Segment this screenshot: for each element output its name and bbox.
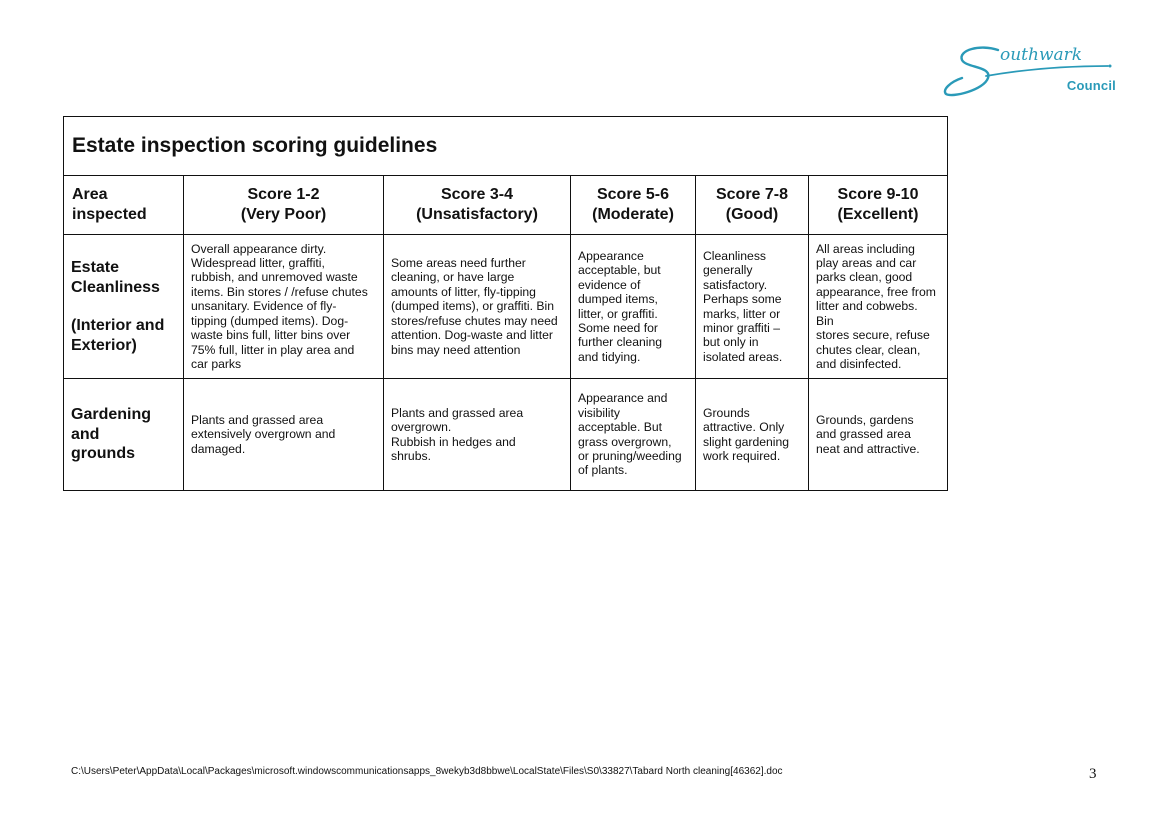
cell-line: unsanitary. Evidence of fly- (191, 299, 337, 314)
row-label-line: (Interior and (71, 317, 165, 334)
header-score-1-2 (184, 176, 384, 235)
score-range: Score 3-4 (440, 186, 514, 203)
header-score-9-10 (809, 176, 948, 235)
cell-line: attractive. Only (703, 420, 785, 435)
page-number: 3 (1089, 766, 1097, 782)
score-label: (Unsatisfactory) (416, 206, 538, 223)
scoring-guidelines-table (63, 116, 948, 491)
cell-cleanliness-score-1-2 (184, 235, 384, 379)
cell-line: (dumped items), or graffiti. Bin (391, 299, 555, 314)
cell-line: acceptable, but (578, 263, 661, 278)
row-label-line: Gardening (71, 406, 152, 424)
row-label-line: Exterior) (71, 336, 137, 354)
cell-line: visibility (578, 405, 620, 420)
cell-line: All areas including (816, 241, 915, 256)
header-area-inspected (64, 176, 184, 235)
cell-line: Bin (816, 313, 834, 328)
header-area-line: inspected (72, 206, 147, 223)
cell-line: cleaning, or have large (391, 270, 515, 285)
cell-line: appearance, free from (816, 284, 936, 299)
cell-line: bins may need attention (391, 342, 521, 357)
header-area-line: Area (72, 186, 108, 203)
cell-line: Grounds, gardens (816, 412, 914, 427)
cell-line: Some need for (578, 320, 658, 335)
cell-line: play areas and car (816, 256, 917, 271)
score-label: (Excellent) (837, 206, 919, 223)
cell-line: neat and attractive. (816, 441, 920, 456)
cell-line: Rubbish in hedges and (391, 434, 516, 449)
cell-line: parks clean, good (816, 270, 913, 285)
cell-line: overgrown. (391, 420, 452, 435)
cell-line: satisfactory. (703, 277, 768, 292)
cell-line: car parks (191, 356, 242, 371)
cell-line: shrubs. (391, 448, 431, 463)
score-label: (Good) (725, 206, 779, 223)
cell-line: marks, litter or (703, 306, 781, 321)
southwark-script-logo-icon (940, 36, 1120, 108)
cell-line: stores/refuse chutes may need (391, 313, 558, 328)
cell-line: and disinfected. (816, 356, 902, 371)
cell-gardening-score-5-6 (571, 379, 696, 491)
score-range: Score 9-10 (837, 186, 919, 203)
table-title-row (64, 117, 948, 176)
row-label-line: Cleanliness (71, 278, 160, 296)
cell-line: litter, or graffiti. (578, 306, 658, 321)
cell-cleanliness-score-3-4 (384, 235, 571, 379)
score-label: (Moderate) (592, 206, 674, 223)
row-label-line: and (71, 425, 100, 443)
score-range: Score 7-8 (715, 186, 789, 203)
cell-gardening-score-3-4 (384, 379, 571, 491)
cell-line: extensively overgrown and (191, 427, 336, 442)
cell-line: chutes clear, clean, (816, 342, 921, 357)
row-label-estate-cleanliness (64, 235, 184, 379)
cell-line: rubbish, and unremoved waste (191, 270, 358, 285)
cell-cleanliness-score-7-8 (696, 235, 809, 379)
row-label-gardening-grounds (64, 379, 184, 491)
header-score-5-6 (571, 176, 696, 235)
cell-line: Some areas need further (391, 256, 526, 271)
cell-line: and tidying. (578, 349, 641, 364)
cell-line: Plants and grassed area (191, 412, 324, 427)
cell-line: Cleanliness (703, 248, 767, 263)
header-score-7-8 (696, 176, 809, 235)
cell-line: further cleaning (578, 335, 663, 350)
header-score-3-4 (384, 176, 571, 235)
table-row-gardening-grounds (64, 379, 948, 491)
cell-line: Plants and grassed area (391, 405, 524, 420)
row-label-line: Estate (71, 259, 120, 276)
table-row-estate-cleanliness (64, 235, 948, 379)
cell-line: attention. Dog-waste and litter (391, 328, 553, 343)
cell-cleanliness-score-5-6 (571, 235, 696, 379)
cell-line: dumped items, (578, 292, 658, 307)
score-label: (Very Poor) (240, 206, 327, 223)
cell-line: generally (703, 263, 753, 278)
cell-line: isolated areas. (703, 349, 783, 364)
cell-gardening-score-7-8 (696, 379, 809, 491)
footer-file-path: C:\Users\Peter\AppData\Local\Packages\microsoft.windowscommunicationsapps_8wekyb3d8bbwe\LocalState\Files\S0\33827\Tabard North cleaning[46362].doc (71, 766, 783, 777)
cell-line: Overall appearance dirty. (191, 241, 327, 256)
southwark-council-logo (940, 36, 1120, 108)
logo-council-text: Council (1066, 78, 1116, 93)
cell-line: evidence of (578, 277, 641, 292)
cell-cleanliness-score-9-10 (809, 235, 948, 379)
cell-line: stores secure, refuse (816, 328, 930, 343)
cell-line: slight gardening (703, 434, 790, 449)
cell-line: Grounds (703, 405, 750, 420)
cell-line: or pruning/weeding (578, 448, 682, 463)
score-range: Score 1-2 (247, 186, 320, 203)
cell-line: Perhaps some (703, 292, 782, 307)
cell-line: of plants. (578, 463, 628, 478)
table-title: Estate inspection scoring guidelines (64, 117, 948, 176)
cell-line: items. Bin stores / /refuse chutes (191, 284, 368, 299)
cell-gardening-score-1-2 (184, 379, 384, 491)
cell-line: amounts of litter, fly-tipping (391, 284, 536, 299)
cell-line: and grassed area (816, 427, 911, 442)
cell-line: work required. (703, 448, 781, 463)
svg-text:outhwark: outhwark (1000, 45, 1083, 65)
cell-line: Appearance and (578, 391, 668, 406)
cell-line: but only in (703, 335, 759, 350)
cell-line: acceptable. But (578, 420, 663, 435)
cell-line: waste bins full, litter bins over (191, 328, 351, 343)
cell-line: grass overgrown, (578, 434, 672, 449)
cell-gardening-score-9-10 (809, 379, 948, 491)
cell-line: minor graffiti – (703, 320, 780, 335)
score-range: Score 5-6 (596, 186, 670, 203)
table-header-row (64, 176, 948, 235)
cell-line: 75% full, litter in play area and (191, 342, 355, 357)
cell-line: Appearance (578, 248, 644, 263)
cell-line: tipping (dumped items). Dog- (191, 313, 349, 328)
cell-line: litter and cobwebs. (816, 299, 918, 314)
cell-line: damaged. (191, 441, 246, 456)
cell-line: Widespread litter, graffiti, (191, 256, 325, 271)
row-label-line: grounds (71, 445, 135, 463)
